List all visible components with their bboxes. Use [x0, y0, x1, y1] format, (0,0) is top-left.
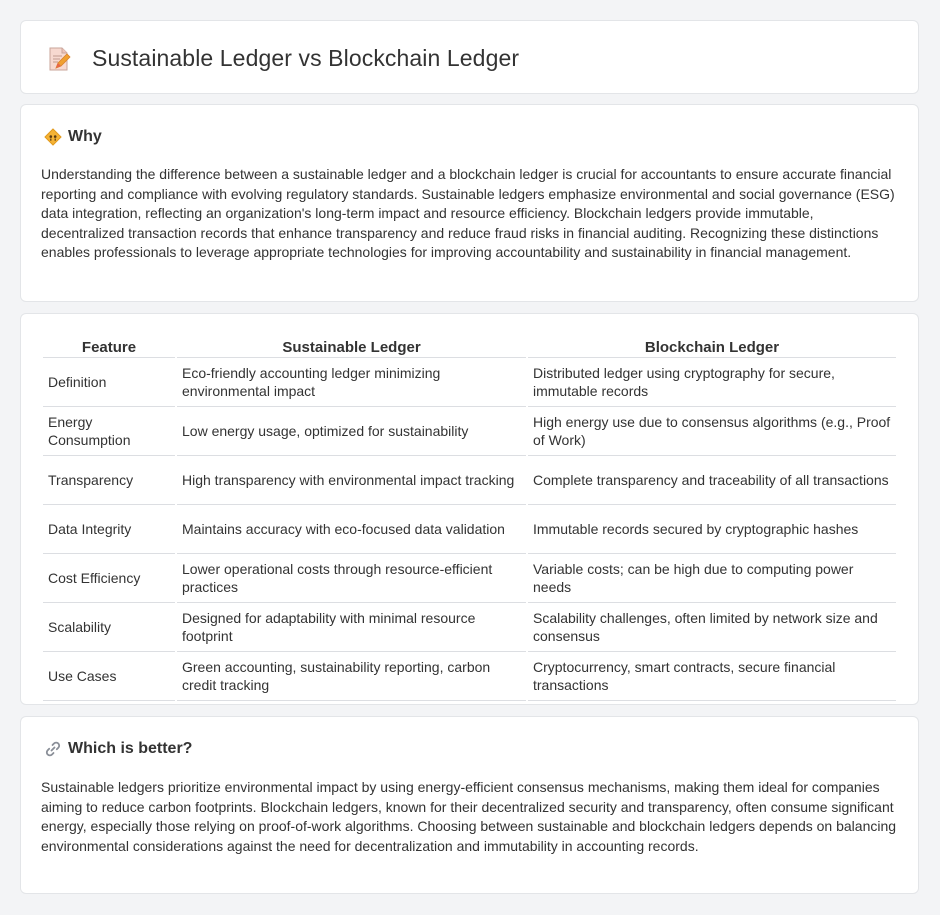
document-pencil-icon [47, 46, 71, 72]
feature-cell: Transparency [43, 456, 175, 505]
blockchain-cell: Scalability challenges, often limited by network size and consensus [528, 603, 896, 652]
table-row [43, 554, 896, 603]
feature-cell: Definition [43, 358, 175, 407]
sustainable-cell: Maintains accuracy with eco-focused data validation [177, 505, 526, 554]
sustainable-cell: Lower operational costs through resource-efficient practices [177, 554, 526, 603]
table-row [43, 505, 896, 554]
title-card [20, 20, 919, 94]
why-heading-row [44, 128, 102, 146]
table-header-row [43, 336, 896, 358]
blockchain-cell: Immutable records secured by cryptographic hashes [528, 505, 896, 554]
blockchain-cell: Distributed ledger using cryptography for secure, immutable records [528, 358, 896, 407]
table-row [43, 358, 896, 407]
blockchain-cell: Complete transparency and traceability of all transactions [528, 456, 896, 505]
page-title: Sustainable Ledger vs Blockchain Ledger [92, 45, 520, 71]
blockchain-cell: High energy use due to consensus algorithms (e.g., Proof of Work) [528, 407, 896, 456]
feature-cell: Energy Consumption [43, 407, 175, 456]
better-text: Sustainable ledgers prioritize environmental impact by using energy-efficient consensus mechanisms, making them ideal for companies aiming to reduce carbon footprints. Blockchain ledgers, known for their decentralized security and transparency, often consume significant energy, especially those relying on proof-of-work algorithms. Choosing between sustainable and blockchain ledgers depends on balancing environmental considerations against the need for decentralization and immutability in accounting records. [41, 779, 897, 854]
table-row [43, 407, 896, 456]
title-row [47, 45, 519, 72]
header-sustainable-ledger: Sustainable Ledger [177, 336, 526, 358]
header-blockchain-ledger: Blockchain Ledger [528, 336, 896, 358]
why-text: Understanding the difference between a sustainable ledger and a blockchain ledger is crucial for accountants to ensure accurate financial reporting and compliance with evolving regulatory standards. Sustainable ledgers emphasize environmental and social governance (ESG) data integration, reflecting an organization's long-term impact and resource efficiency. Blockchain ledgers provide immutable, decentralized transaction records that enhance transparency and reduce fraud risks in financial auditing. Recognizing these distinctions enables professionals to leverage appropriate technologies for improving accountability and sustainability in financial management. [41, 166, 895, 261]
table-row [43, 456, 896, 505]
feature-cell: Scalability [43, 603, 175, 652]
link-icon [44, 740, 62, 758]
better-heading: Which is better? [68, 740, 193, 757]
sustainable-cell: Green accounting, sustainability reporting, carbon credit tracking [177, 652, 526, 701]
sustainable-cell: High transparency with environmental impact tracking [177, 456, 526, 505]
sustainable-cell: Designed for adaptability with minimal resource footprint [177, 603, 526, 652]
why-heading: Why [68, 128, 102, 145]
table-row [43, 603, 896, 652]
header-feature: Feature [43, 336, 175, 358]
comparison-table-card [20, 313, 919, 705]
blockchain-cell: Cryptocurrency, smart contracts, secure financial transactions [528, 652, 896, 701]
feature-cell: Data Integrity [43, 505, 175, 554]
feature-cell: Use Cases [43, 652, 175, 701]
blockchain-cell: Variable costs; can be high due to computing power needs [528, 554, 896, 603]
diamond-warning-icon [44, 128, 62, 146]
comparison-table [41, 336, 898, 701]
sustainable-cell: Low energy usage, optimized for sustainability [177, 407, 526, 456]
sustainable-cell: Eco-friendly accounting ledger minimizing environmental impact [177, 358, 526, 407]
which-is-better-card [20, 716, 919, 894]
table-row [43, 652, 896, 701]
feature-cell: Cost Efficiency [43, 554, 175, 603]
better-heading-row [44, 740, 192, 758]
why-card [20, 104, 919, 302]
